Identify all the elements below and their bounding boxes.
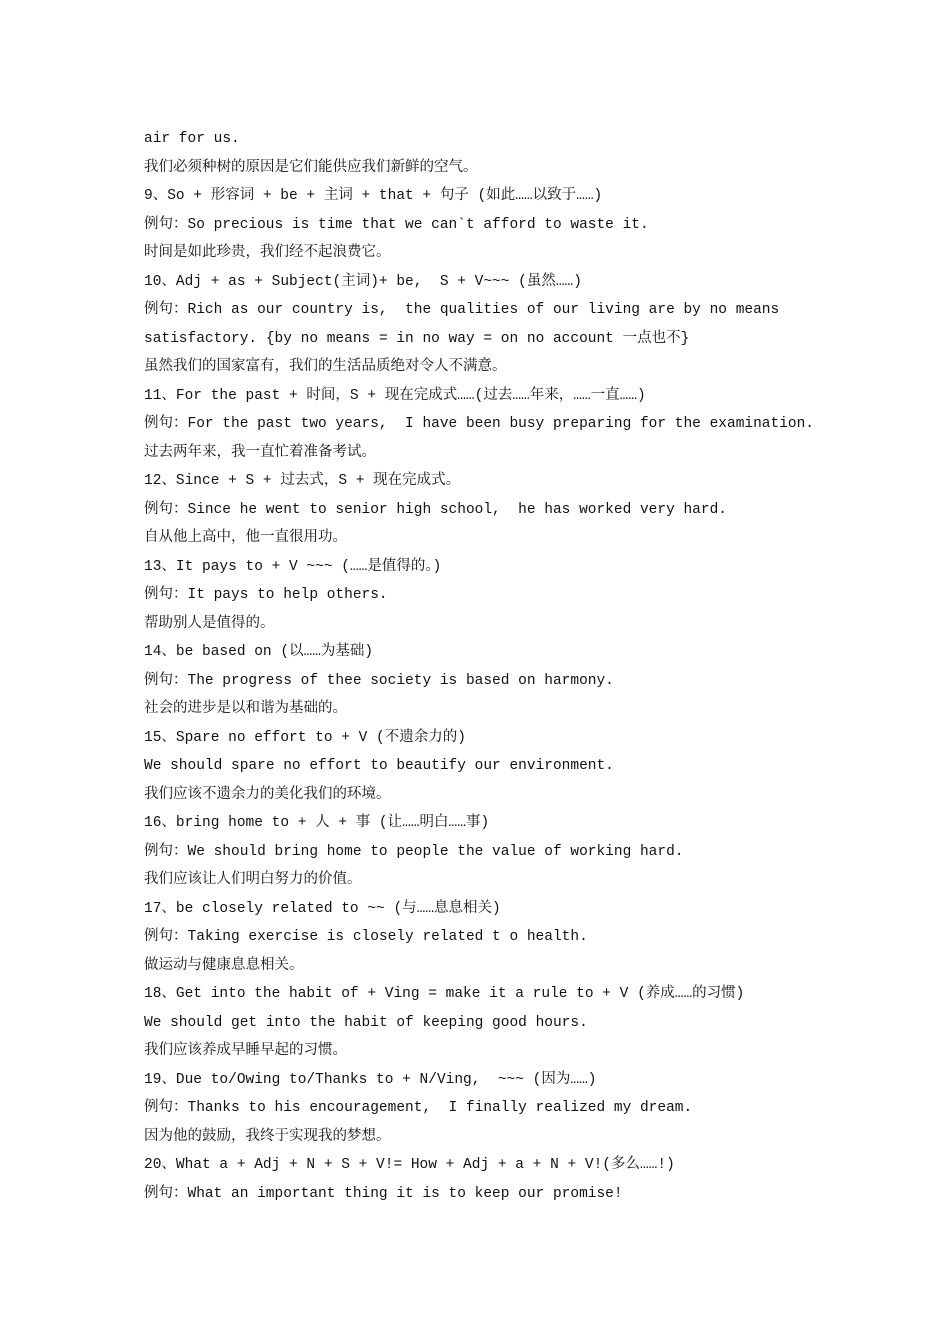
text-line: 例句：For the past two years, I have been busy preparing for the examination. <box>144 416 815 432</box>
text-line: 12、Since + S + 过去式，S + 现在完成式。 <box>144 473 461 489</box>
text-line: 例句：Since he went to senior high school, he has worked very hard. <box>144 501 727 518</box>
text-line: 例句：The progress of thee society is based on harmony. <box>144 672 614 689</box>
text-line: 例句：What an important thing it is to keep our promise! <box>144 1185 623 1202</box>
text-line: 社会的进步是以和谐为基础的。 <box>144 701 347 717</box>
text-line: 我们应该养成早睡早起的习惯。 <box>144 1043 347 1059</box>
text-line: 虽然我们的国家富有，我们的生活品质绝对令人不满意。 <box>144 359 507 375</box>
text-line: 14、be based on (以……为基础) <box>144 644 374 660</box>
text-line: 11、For the past + 时间，S + 现在完成式……(过去……年来，……一直……) <box>144 387 646 404</box>
text-line: 18、Get into the habit of + Ving = make it a rule to + V (养成……的习惯) <box>144 986 745 1002</box>
text-line: 10、Adj + as + Subject(主词)+ be, S + V~~~ (虽然……) <box>144 273 582 290</box>
text-line: 自从他上高中，他一直很用功。 <box>144 530 347 546</box>
text-line: 例句：It pays to help others. <box>144 587 388 603</box>
text-line: 15、Spare no effort to + V (不遗余力的) <box>144 729 466 746</box>
text-line: 例句：We should bring home to people the value of working hard. <box>144 843 684 860</box>
text-line: 时间是如此珍贵，我们经不起浪费它。 <box>144 245 391 261</box>
text-line: air for us. <box>144 131 240 147</box>
text-line: satisfactory. {by no means = in no way = on no account 一点也不} <box>144 330 690 347</box>
text-line: 做运动与健康息息相关。 <box>144 957 304 974</box>
text-line: 我们应该不遗余力的美化我们的环境。 <box>144 786 391 803</box>
text-line: 20、What a + Adj + N + S + V!= How + Adj + a + N + V!(多么……!) <box>144 1157 675 1173</box>
text-line: 我们应该让人们明白努力的价值。 <box>144 872 362 888</box>
document-body <box>144 125 824 1208</box>
text-line: 因为他的鼓励，我终于实现我的梦想。 <box>144 1128 391 1145</box>
text-line: 17、be closely related to ~~ (与……息息相关) <box>144 900 501 917</box>
text-line: 帮助别人是值得的。 <box>144 615 275 632</box>
text-line: 9、So + 形容词 + be + 主词 + that + 句子 (如此……以致于……) <box>144 188 603 204</box>
text-line: 19、Due to/Owing to/Thanks to + N/Ving, ~~~ (因为……) <box>144 1071 597 1088</box>
text-line: 16、bring home to + 人 + 事 (让……明白……事) <box>144 815 490 831</box>
text-line: 例句：Rich as our country is, the qualities of our living are by no means <box>144 302 780 318</box>
text-line: 例句：Thanks to his encouragement, I finally realized my dream. <box>144 1100 693 1116</box>
text-line: 我们必须种树的原因是它们能供应我们新鲜的空气。 <box>144 159 478 176</box>
text-line: 13、It pays to + V ~~~ (……是值得的。) <box>144 558 442 575</box>
text-line: We should spare no effort to beautify our environment. <box>144 758 614 774</box>
text-line: We should get into the habit of keeping good hours. <box>144 1014 588 1031</box>
text-line: 例句：Taking exercise is closely related t o health. <box>144 929 588 945</box>
text-line: 过去两年来，我一直忙着准备考试。 <box>144 444 376 461</box>
text-line: 例句：So precious is time that we can`t afford to waste it. <box>144 216 649 233</box>
